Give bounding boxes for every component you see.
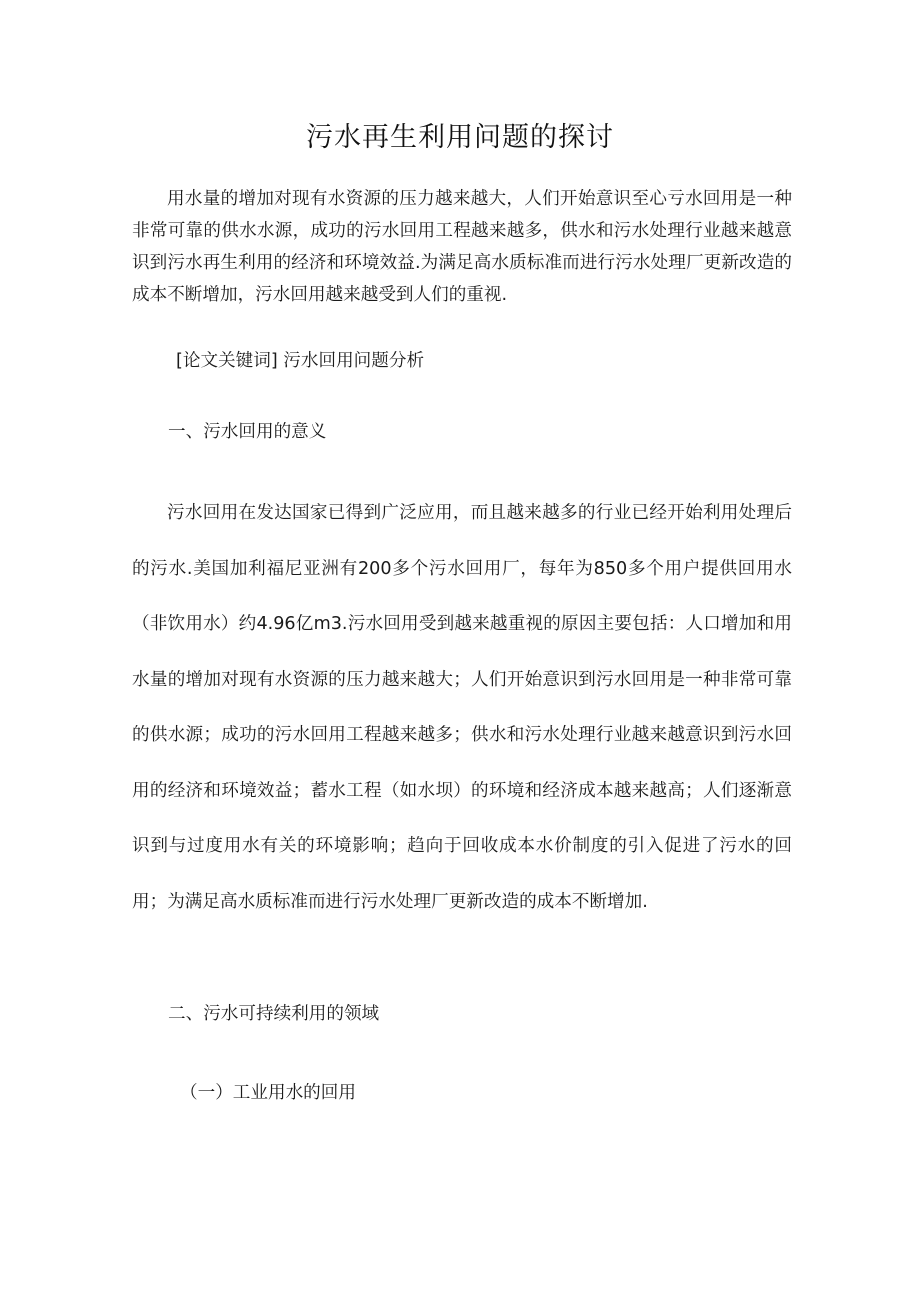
section-heading-1: 一、污水回用的意义: [168, 422, 327, 442]
keywords-line: [论文关键词] 污水回用问题分析: [176, 351, 425, 371]
subsection-heading-1: （一）工业用水的回用: [180, 1083, 356, 1103]
section-heading-2: 二、污水可持续利用的领域: [168, 1004, 380, 1024]
section-1-body: 污水回用在发达国家已得到广泛应用，而且越来越多的行业已经开始利用处理后的污水.美国加利福尼亚洲有200多个污水回用厂，每年为850多个用户提供回用水（非饮用水）约4.96亿m3.污水回用受到越来越重视的原因主要包括：人口增加和用水量的增加对现有水资源的压力越来越大；人们开始意识到污水回用是一种非常可靠的供水源；成功的污水回用工程越来越多；供水和污水处理行业越来越意识到污水回用的经济和环境效益；蓄水工程（如水坝）的环境和经济成本越来越高；人们逐渐意识到与过度用水有关的环境影响；趋向于回收成本水价制度的引入促进了污水的回用；为满足高水质标准而进行污水处理厂更新改造的成本不断增加.: [132, 503, 792, 912]
document-title: 污水再生利用问题的探讨: [306, 122, 614, 153]
abstract-paragraph: 用水量的增加对现有水资源的压力越来越大，人们开始意识至心亏水回用是一种非常可靠的供水水源，成功的污水回用工程越来越多，供水和污水处理行业越来越意识到污水再生利用的经济和环境效益.为满足高水质标准而进行污水处理厂更新改造的成本不断增加，污水回用越来越受到人们的重视.: [132, 189, 792, 305]
